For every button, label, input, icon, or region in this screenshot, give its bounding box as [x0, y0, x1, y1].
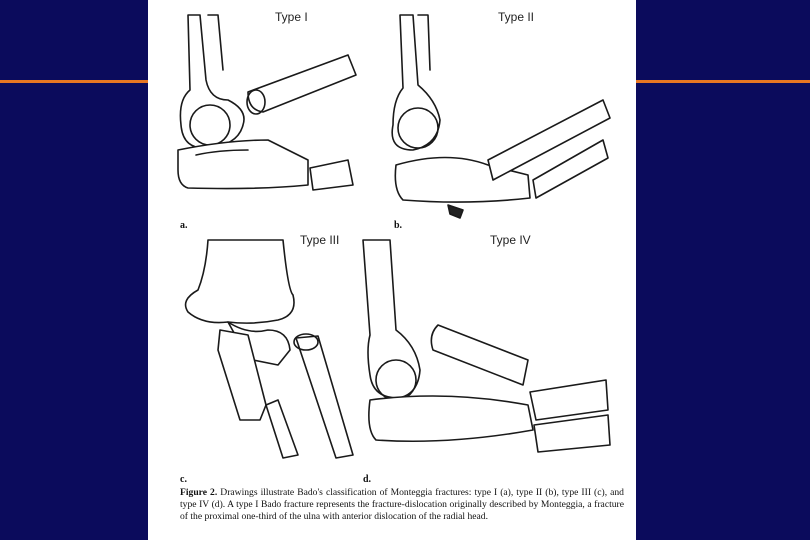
panel-b-type-label: Type II: [498, 10, 535, 24]
caption-text: Drawings illustrate Bado's classification of Monteggia fractures: type I (a), type II (b), type III (c), and type IV (d). A type I Bado fracture represents the fracture-dislocation originally described by Monteggia, a fracture of the proximal one-third of the ulna with anterior dislocation of the radial head.: [180, 487, 624, 522]
panel-d-type-label: Type IV: [490, 233, 531, 247]
panel-a-drawing: [178, 15, 356, 190]
bone-drawings: [148, 0, 636, 540]
panel-c-type-label: Type III: [300, 233, 340, 247]
panel-c-drawing: [186, 240, 353, 458]
panel-d-drawing: [363, 240, 610, 452]
panel-d-letter: d.: [363, 474, 372, 485]
figure-caption: [180, 487, 624, 523]
panel-a-letter: a.: [180, 220, 188, 231]
panel-c-letter: c.: [180, 474, 187, 485]
accent-rule-right: [636, 80, 810, 83]
accent-rule-left: [0, 80, 148, 83]
panel-b-drawing: [392, 15, 610, 218]
panel-b-letter: b.: [394, 220, 403, 231]
figure-label: Figure 2.: [180, 487, 218, 498]
panel-a-type-label: Type I: [275, 10, 308, 24]
figure-page: [148, 0, 636, 540]
